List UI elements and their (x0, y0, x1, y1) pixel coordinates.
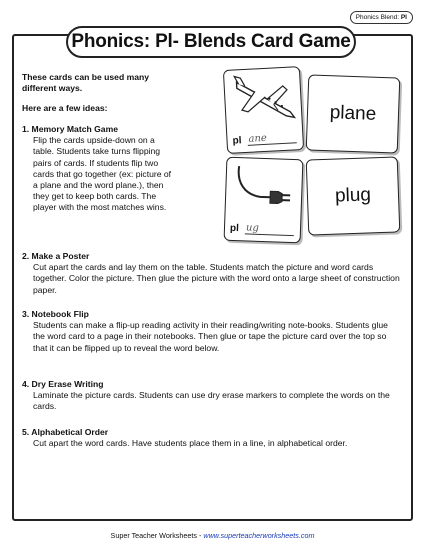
idea-body: Students can make a flip-up reading activity in their reading/writing note-books. Students glue the word card to a page in their notebooks. Then glue or tape the picture card over the top so that it can be flipped up to reveal the word below. (33, 320, 388, 353)
idea-item-make-poster (22, 251, 402, 296)
idea-heading: 1. Memory Match Game (22, 124, 118, 134)
idea-body: Laminate the picture cards. Students can use dry erase markers to complete the words on the cards. (33, 390, 390, 412)
idea-heading: 2. Make a Poster (22, 251, 90, 261)
plug-card-prefix: pl (229, 222, 240, 235)
plug-word-card (306, 156, 401, 235)
plug-card-handwriting: ug (245, 222, 260, 234)
idea-heading: 5. Alphabetical Order (22, 427, 109, 437)
plane-card-handwriting: ane (248, 132, 268, 145)
idea-item-dry-erase (22, 379, 402, 413)
plane-icon (228, 71, 301, 131)
idea-body: Cut apart the cards and lay them on the table. Students match the picture and word cards together. Color the picture. Then glue the picture with the word onto a large sheet of construction paper. (33, 262, 400, 295)
plug-word: plug (334, 184, 372, 207)
footer-site: Super Teacher Worksheets - (110, 531, 204, 540)
idea-heading: 3. Notebook Flip (22, 309, 89, 319)
plane-picture-card (223, 66, 304, 154)
plug-icon (229, 162, 301, 220)
intro-text: These cards can be used many different ways. (22, 72, 150, 94)
tag-value: Pl (400, 14, 407, 21)
footer-url[interactable]: www.superteacherworksheets.com (203, 531, 315, 540)
plane-word: plane (329, 102, 377, 125)
plane-word-card (306, 74, 401, 153)
plane-card-prefix: pl (232, 135, 242, 147)
footer (0, 531, 425, 540)
write-line (245, 233, 294, 236)
idea-item-alphabetical-order (22, 427, 402, 449)
page-title: Phonics: Pl- Blends Card Game (66, 26, 356, 58)
plug-picture-card (224, 157, 304, 244)
idea-item-notebook-flip (22, 309, 402, 354)
idea-body: Flip the cards upside-down on a table. Students take turns flipping pairs of cards. If students flip two cards that go together (ex: picture of a plane and the word plane.), then they get to keep both cards. The player with the most matches wins. (33, 135, 172, 213)
idea-body: Cut apart the word cards. Have students place them in a line, in alphabetical order. (33, 438, 348, 449)
idea-item-memory-match (22, 124, 222, 214)
ideas-heading: Here are a few ideas: (22, 103, 108, 113)
tag-prefix: Phonics Blend: (355, 14, 400, 21)
phonics-blend-tag (350, 11, 413, 24)
idea-heading: 4. Dry Erase Writing (22, 379, 104, 389)
